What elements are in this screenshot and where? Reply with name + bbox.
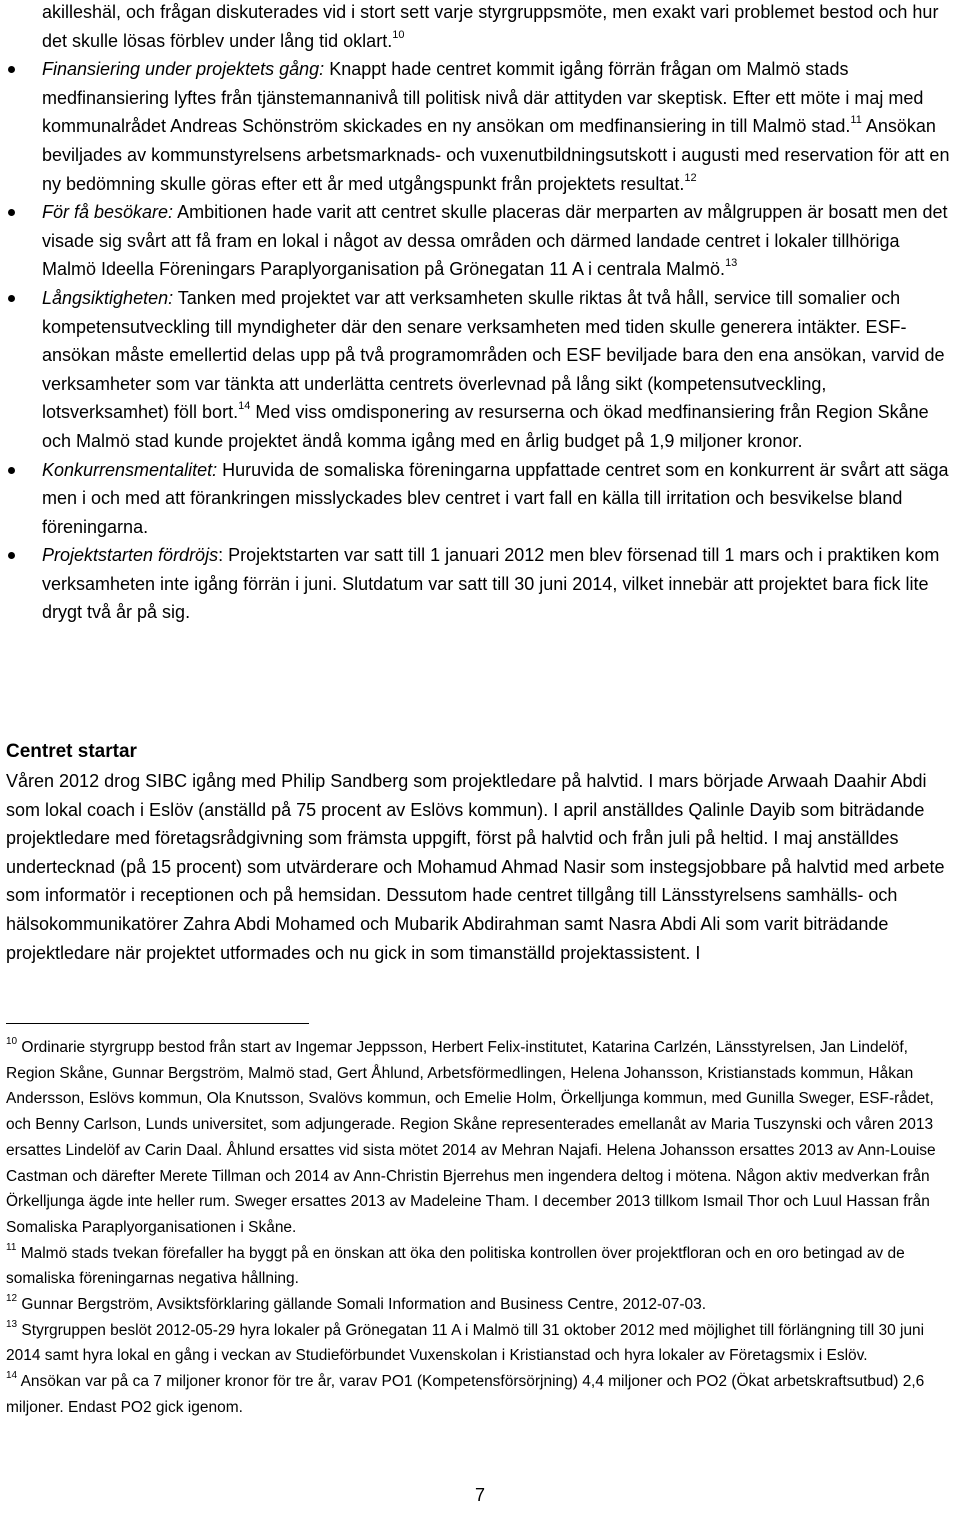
footnote-11 — [6, 1241, 958, 1292]
bullet-text: Ansökan beviljades av kommunstyrelsens arbetsmarknads- och vuxenutbildningsutskott i augusti med reservation för att en ny bedömning skulle göras efter ett år med utgångspunkt från projektets resultat. — [42, 116, 950, 194]
footnote-number: 14 — [6, 1370, 18, 1382]
footnote-number: 10 — [6, 1036, 18, 1047]
bullet-text: : Projektstarten var satt till 1 januari 2012 men blev försenad till 1 mars och i praktiken kom verksamheten inte igång förrän i juni. Slutdatum var satt till 30 juni 2014, vilket innebär att projektet bara fick lite drygt två år på sig. — [42, 545, 940, 623]
footnote-text: Ordinarie styrgrupp bestod från start av Ingemar Jeppsson, Herbert Felix-institutet, Katarina Carlzén, Länsstyrelsen, Jan Lindelöf, Region Skåne, Gunnar Bergström, Malmö stad, Gert Åhlund, Arbetsförmedlingen, Helena Johansson, Kristianstads kommun, Håkan Andersson, Eslövs kommun, Ola Knutsson, Svalövs kommun, och Emelie Holm, Örkelljunga kommun, med Gunilla Sweger, ESF-rådet, och Benny Carlson, Lunds universitet, som adjungerade. Region Skåne representerades emellanåt av Maria Tuszynski och våren 2013 ersattes Lindelöf av Carin Daal. Åhlund ersattes vid sista mötet 2014 av Mehran Najafi. Helena Johansson ersattes 2013 av Ann-Louise Castman och därefter Merete Tillman och 2014 av Ann-Christin Bjerrehus men ingendera deltog i mötena. Någon aktiv medverkan från Örkelljunga ägde inte heller rum. Sweger ersattes 2013 av Madeleine Tham. I december 2013 tillkom Ismail Thor och Luul Hassan från Somaliska Paraplyorganisationen i Skåne. — [6, 1039, 936, 1236]
bullet-competition — [0, 456, 960, 542]
footnote-ref[interactable]: 10 — [392, 28, 405, 41]
bullet-text: Tanken med projektet var att verksamheten skulle riktas åt två håll, service till somalier och kompetensutveckling till myndigheter där den senare verksamheten med tiden skulle generera intäkter. ESF-ansökan måste emellertid delas upp på två programområden och ESF beviljade bara den ena ansökan, varvid de verksamheter som var tänkta att underlätta centrets överlevnad på lång sikt (kompetensutveckling, lotsverksamhet) föll bort. — [42, 287, 945, 423]
bullet-text: Ambitionen hade varit att centret skulle placeras där merparten av målgruppen är bosatt men det visade sig svårt att få fram en lokal i något av dessa områden och därmed landade centret i lokaler tillhöriga Malmö Ideella Föreningars Paraplyorganisation på Grönegatan 11 A i centrala Malmö. — [42, 202, 948, 280]
footnote-text: Ansökan var på ca 7 miljoner kronor för tre år, varav PO1 (Kompetensförsörjning) 4,4 miljoner och PO2 (Ökat arbetskraftsutbud) 2,6 miljoner. Endast PO2 gick igenom. — [6, 1373, 925, 1416]
footnote-13 — [6, 1318, 958, 1369]
bullet-icon — [8, 467, 15, 474]
footnote-14 — [6, 1369, 958, 1420]
bullet-icon — [8, 295, 15, 302]
bullet-delay — [0, 541, 960, 627]
bullet-lead: Långsiktigheten: — [42, 287, 174, 308]
bullet-long-term — [0, 284, 960, 456]
bullet-lead: Projektstarten fördröjs — [42, 545, 219, 566]
footnote-separator — [6, 1023, 309, 1024]
bullet-lead: Finansiering under projektets gång: — [42, 59, 325, 80]
bullet-continuation — [0, 0, 960, 55]
section-heading: Centret startar — [6, 741, 137, 762]
bullet-financing — [0, 55, 960, 198]
footnote-text: Gunnar Bergström, Avsiktsförklaring gällande Somali Information and Business Centre, 2012-07-03. — [17, 1296, 707, 1314]
bullet-visitors — [0, 198, 960, 284]
footnote-12 — [6, 1292, 958, 1318]
footnote-number: 11 — [6, 1241, 17, 1253]
bullet-lead: För få besökare: — [42, 202, 174, 223]
bullet-lead: Konkurrensmentalitet: — [42, 459, 218, 480]
bullet-icon — [8, 66, 15, 73]
footnote-ref[interactable]: 11 — [850, 114, 862, 127]
footnote-ref[interactable]: 12 — [684, 171, 697, 184]
footnote-ref[interactable]: 14 — [238, 400, 251, 413]
page-number: 7 — [474, 1485, 485, 1505]
bullet-list — [0, 0, 960, 627]
footnote-ref[interactable]: 13 — [725, 257, 738, 270]
section-paragraph: Våren 2012 drog SIBC igång med Philip Sandberg som projektledare på halvtid. I mars började Arwaah Daahir Abdi som lokal coach i Eslöv (anställd på 75 procent av Eslövs kommun). I april anställdes Qalinle Dayib som biträdande projektledare med företagsrådgivning som främsta uppgift, först på halvtid och från juli på heltid. I maj anställdes undertecknad (på 15 procent) som utvärderare och Mohamud Ahmad Nasir som instegsjobbare på halvtid med arbete som informatör i receptionen och på hemsidan. Dessutom hade centret tillgång till Länsstyrelsens samhälls- och hälsokommunikatörer Zahra Abdi Mohamed och Mubarik Abdirahman samt Nasra Abdi Ali som varit biträdande projektledare när projektet utformades och nu gick in som timanställd projektassistent. I — [6, 771, 945, 963]
footnote-text: Styrgruppen beslöt 2012-05-29 hyra lokaler på Grönegatan 11 A i Malmö till 31 oktober 2012 med möjlighet till förlängning till 30 juni 2014 samt hyra lokal en gång i veckan av Studieförbundet Vuxenskolan i Kristianstad och hyra lokaler av Företagsmix i Eslöv. — [6, 1321, 925, 1365]
bullet-text: akilleshäl, och frågan diskuterades vid i stort sett varje styrgruppsmöte, men exakt vari problemet bestod och hur det skulle lösas förblev under lång tid oklart. — [42, 2, 939, 51]
footnote-number: 13 — [6, 1318, 18, 1330]
bullet-text: Knappt hade centret kommit igång förrän frågan om Malmö stads medfinansiering lyftes från tjänstemannanivå till politisk nivå där attityden var skeptisk. Efter ett möte i maj med kommunalrådet Andreas Schönström skickades en ny ansökan om medfinansiering in till Malmö stad. — [42, 59, 924, 137]
footnotes — [6, 1035, 958, 1421]
bullet-text: Huruvida de somaliska föreningarna uppfattade centret som en konkurrent är svårt att säga men i och med att förankringen misslyckades blev centret i vart fall en källa till irritation och besvikelse bland föreningarna. — [42, 459, 949, 537]
bullet-text: Med viss omdisponering av resurserna och ökad medfinansiering från Region Skåne och Malmö stad kunde projektet ändå komma igång med en årlig budget på 1,9 miljoner kronor. — [42, 402, 929, 451]
footnote-number: 12 — [6, 1293, 18, 1305]
footnote-text: Malmö stads tvekan förefaller ha byggt på en önskan att öka den politiska kontrollen över projektfloran och en oro betingad av de somaliska föreningarnas negativa hållning. — [6, 1244, 905, 1288]
bullet-icon — [8, 552, 15, 559]
bullet-icon — [8, 209, 15, 216]
footnote-10 — [6, 1035, 958, 1241]
